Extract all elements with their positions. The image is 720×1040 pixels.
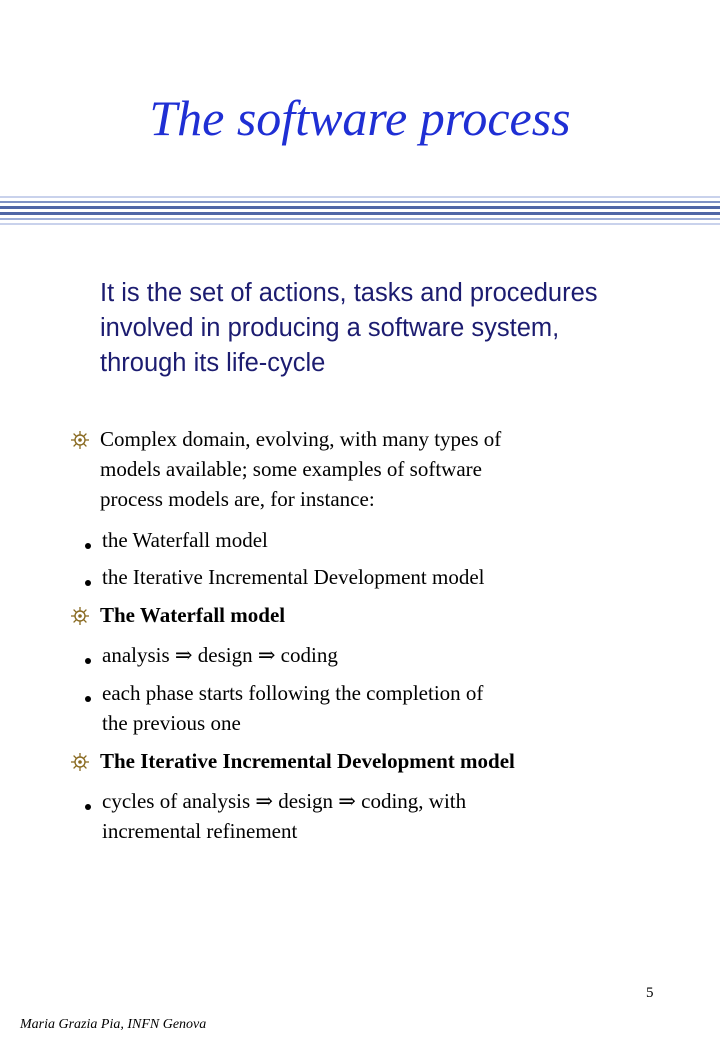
title-rule bbox=[0, 201, 720, 203]
sub-bullet-line: the previous one bbox=[102, 711, 241, 735]
slide-title: The software process bbox=[149, 90, 571, 146]
footer-author: Maria Grazia Pia, INFN Genova bbox=[20, 1017, 207, 1032]
title-rule bbox=[0, 206, 720, 209]
page-number: 5 bbox=[646, 985, 654, 1001]
dot-bullet-icon bbox=[85, 804, 91, 810]
sub-bullet-item bbox=[102, 640, 338, 670]
sub-bullet-line: the Iterative Incremental Development model bbox=[102, 565, 485, 589]
bullet-line: models available; some examples of software bbox=[100, 457, 482, 481]
intro-line: through its life-cycle bbox=[100, 349, 326, 377]
bullet-line: process models are, for instance: bbox=[100, 487, 375, 511]
title-rule bbox=[0, 218, 720, 220]
wheel-bullet-icon bbox=[70, 752, 90, 772]
dot-bullet-icon bbox=[85, 658, 91, 664]
title-rule bbox=[0, 196, 720, 198]
sub-bullet-item bbox=[102, 525, 268, 555]
bullet-heading: The Iterative Incremental Development model bbox=[100, 749, 515, 773]
sub-bullet-line: the Waterfall model bbox=[102, 528, 268, 552]
sub-bullet-line: incremental refinement bbox=[102, 819, 298, 843]
wheel-bullet-icon bbox=[70, 606, 90, 626]
title-rule bbox=[0, 223, 720, 225]
sub-bullet-line: each phase starts following the completion of bbox=[102, 681, 484, 705]
bullet-line: Complex domain, evolving, with many types of bbox=[100, 427, 502, 451]
bullet-item bbox=[100, 746, 515, 776]
sub-bullet-item bbox=[102, 678, 483, 738]
dot-bullet-icon bbox=[85, 580, 91, 586]
sub-bullet-item bbox=[102, 562, 485, 592]
dot-bullet-icon bbox=[85, 543, 91, 549]
bullet-item bbox=[100, 424, 501, 514]
sub-bullet-item bbox=[102, 786, 466, 846]
intro-line: involved in producing a software system, bbox=[100, 314, 560, 342]
intro-paragraph bbox=[100, 276, 680, 381]
intro-line: It is the set of actions, tasks and procedures bbox=[100, 279, 598, 307]
bullet-item bbox=[100, 600, 285, 630]
title-rule bbox=[0, 212, 720, 215]
bullet-heading: The Waterfall model bbox=[100, 603, 286, 627]
sub-bullet-line: analysis ⇒ design ⇒ coding bbox=[102, 643, 338, 667]
sub-bullet-line: cycles of analysis ⇒ design ⇒ coding, with bbox=[102, 789, 467, 813]
dot-bullet-icon bbox=[85, 696, 91, 702]
wheel-bullet-icon bbox=[70, 430, 90, 450]
